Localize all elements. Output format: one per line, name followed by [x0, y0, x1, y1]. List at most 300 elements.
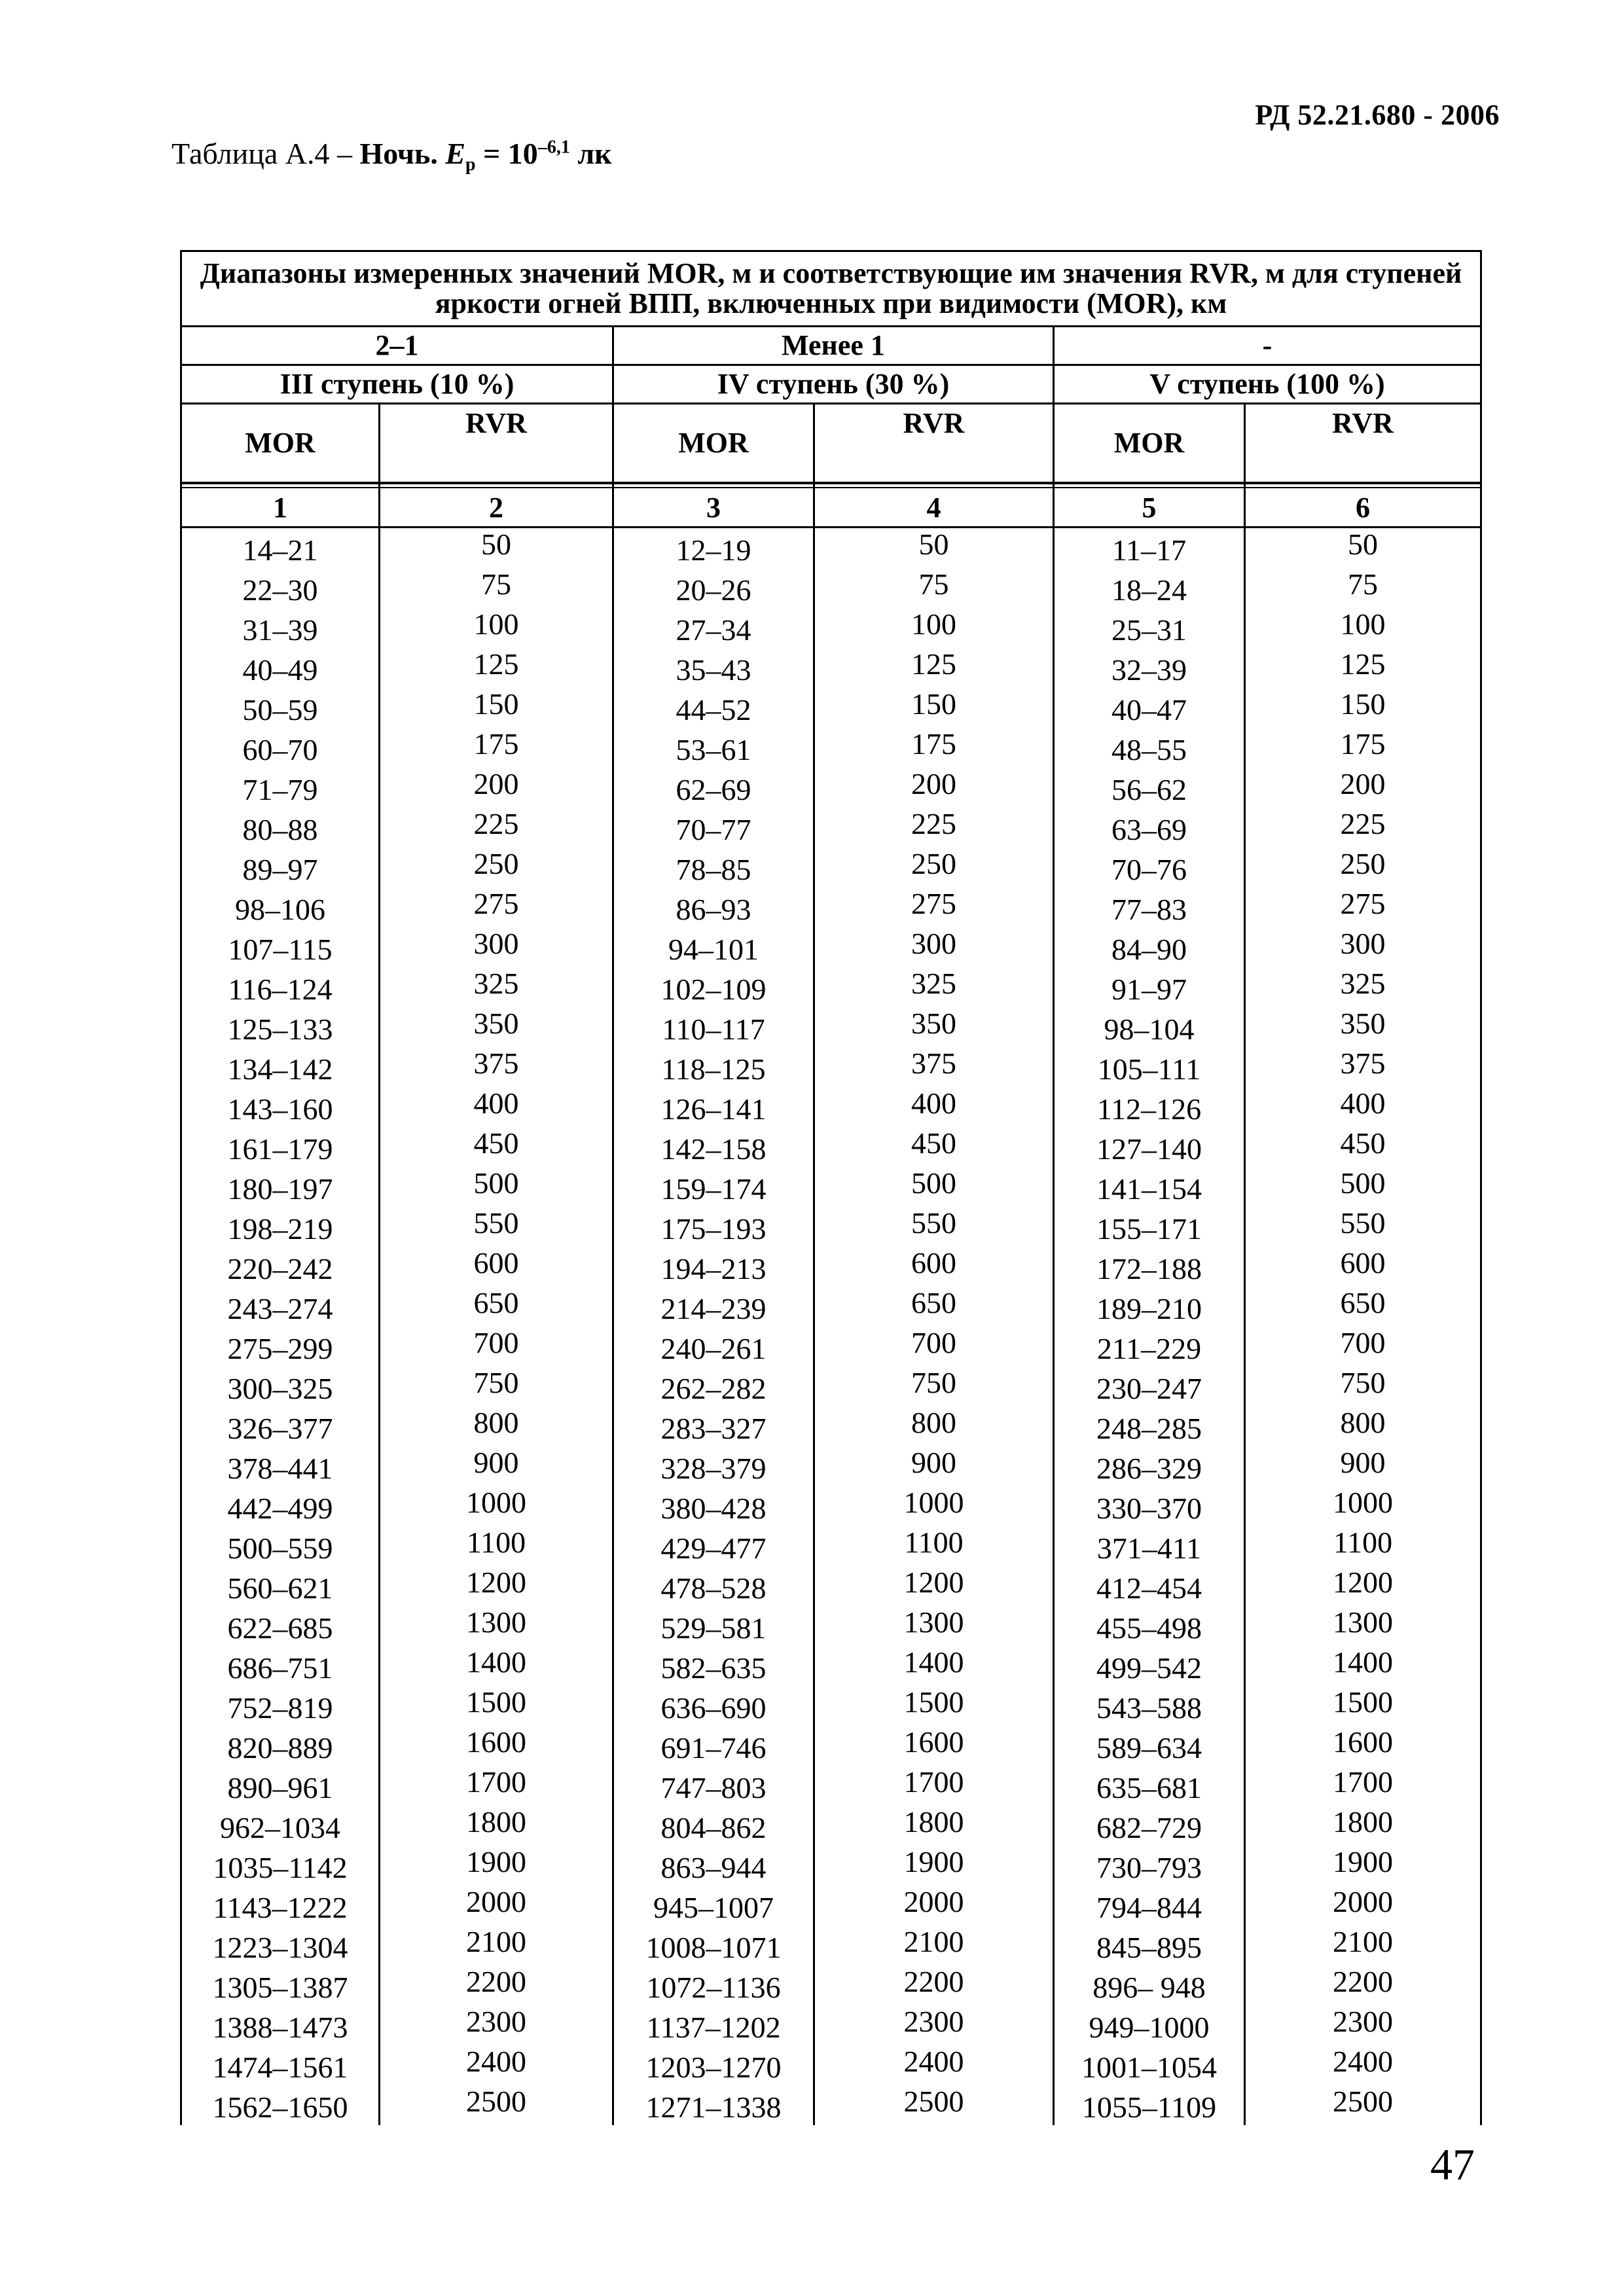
- rvr-value-cell: 1300: [380, 1606, 613, 1646]
- mor-range-cell: 53–61: [613, 728, 814, 768]
- caption-prefix: Таблица А.4 –: [171, 137, 360, 170]
- mor-range-cell: 949–1000: [1054, 2005, 1245, 2045]
- rvr-value-cell: 400: [1245, 1087, 1481, 1127]
- table-row: [181, 1047, 1481, 1087]
- table-row: [181, 1327, 1481, 1367]
- rvr-value-cell: 450: [1245, 1127, 1481, 1167]
- rvr-value-cell: 125: [380, 648, 613, 688]
- rvr-value-cell: 125: [1245, 648, 1481, 688]
- mor-range-cell: 945–1007: [613, 1886, 814, 1926]
- rvr-value-cell: 750: [380, 1367, 613, 1407]
- mor-range-cell: 845–895: [1054, 1926, 1245, 1965]
- mor-range-cell: 31–39: [181, 608, 380, 648]
- table-row: [181, 1566, 1481, 1606]
- mor-range-cell: 804–862: [613, 1806, 814, 1846]
- mor-range-cell: 412–454: [1054, 1566, 1245, 1606]
- rvr-value-cell: 300: [380, 927, 613, 967]
- mor-range-cell: 25–31: [1054, 608, 1245, 648]
- mor-range-cell: 105–111: [1054, 1047, 1245, 1087]
- mor-range-cell: 80–88: [181, 808, 380, 848]
- mor-range-cell: 529–581: [613, 1606, 814, 1646]
- rvr-value-cell: 2200: [1245, 1965, 1481, 2005]
- mor-range-cell: 89–97: [181, 848, 380, 888]
- rvr-value-cell: 2400: [380, 2045, 613, 2085]
- rvr-value-cell: 100: [1245, 608, 1481, 648]
- visibility-range-3: -: [1054, 327, 1481, 365]
- rvr-value-cell: 650: [380, 1287, 613, 1327]
- mor-range-cell: 20–26: [613, 568, 814, 608]
- rvr-value-cell: 1200: [1245, 1566, 1481, 1606]
- mor-range-cell: 118–125: [613, 1047, 814, 1087]
- col-header-rvr: RVR: [1245, 404, 1481, 484]
- mor-range-cell: 180–197: [181, 1167, 380, 1207]
- col-header-mor: MOR: [181, 404, 380, 484]
- step-label-3: III ступень (10 %): [181, 365, 613, 404]
- mor-range-cell: 752–819: [181, 1686, 380, 1726]
- rvr-value-cell: 700: [814, 1327, 1054, 1367]
- rvr-value-cell: 2100: [1245, 1926, 1481, 1965]
- mor-range-cell: 691–746: [613, 1726, 814, 1766]
- rvr-value-cell: 275: [380, 888, 613, 927]
- table-row: [181, 528, 1481, 569]
- rvr-value-cell: 2100: [380, 1926, 613, 1965]
- mor-range-cell: 682–729: [1054, 1806, 1245, 1846]
- col-number: 4: [814, 488, 1054, 528]
- mor-range-cell: 820–889: [181, 1726, 380, 1766]
- mor-range-cell: 730–793: [1054, 1846, 1245, 1886]
- rvr-value-cell: 75: [1245, 568, 1481, 608]
- mor-range-cell: 378–441: [181, 1446, 380, 1486]
- mor-range-cell: 112–126: [1054, 1087, 1245, 1127]
- rvr-value-cell: 900: [1245, 1446, 1481, 1486]
- mor-range-cell: 126–141: [613, 1087, 814, 1127]
- rvr-value-cell: 1700: [814, 1766, 1054, 1806]
- table-row: [181, 1926, 1481, 1965]
- table-row: [181, 1726, 1481, 1766]
- mor-range-cell: 62–69: [613, 768, 814, 808]
- table-row: [181, 1087, 1481, 1127]
- mor-range-cell: 1388–1473: [181, 2005, 380, 2045]
- rvr-value-cell: 175: [380, 728, 613, 768]
- table-row: [181, 2085, 1481, 2125]
- rvr-value-cell: 1000: [814, 1486, 1054, 1526]
- mor-range-cell: 143–160: [181, 1087, 380, 1127]
- mor-rvr-table: [180, 250, 1482, 2125]
- rvr-value-cell: 1300: [814, 1606, 1054, 1646]
- table-title: Диапазоны измеренных значений MOR, м и соответствующие им значения RVR, м для ступеней яркости огней ВПП, включенных при видимости (MOR), км: [181, 251, 1481, 327]
- mor-range-cell: 94–101: [613, 927, 814, 967]
- mor-range-cell: 98–104: [1054, 1007, 1245, 1047]
- mor-range-cell: 161–179: [181, 1127, 380, 1167]
- rvr-value-cell: 500: [814, 1167, 1054, 1207]
- mor-range-cell: 155–171: [1054, 1207, 1245, 1247]
- mor-range-cell: 159–174: [613, 1167, 814, 1207]
- rvr-value-cell: 750: [814, 1367, 1054, 1407]
- rvr-value-cell: 175: [814, 728, 1054, 768]
- mor-range-cell: 686–751: [181, 1646, 380, 1686]
- mor-range-cell: 172–188: [1054, 1247, 1245, 1287]
- mor-range-cell: 1072–1136: [613, 1965, 814, 2005]
- table-row: [181, 2045, 1481, 2085]
- table-row: [181, 1646, 1481, 1686]
- rvr-value-cell: 2400: [1245, 2045, 1481, 2085]
- rvr-value-cell: 800: [1245, 1407, 1481, 1446]
- rvr-value-cell: 1400: [380, 1646, 613, 1686]
- table-row: [181, 2005, 1481, 2045]
- table-row: [181, 1367, 1481, 1407]
- rvr-value-cell: 50: [380, 528, 613, 569]
- rvr-value-cell: 800: [814, 1407, 1054, 1446]
- mor-range-cell: 102–109: [613, 967, 814, 1007]
- rvr-value-cell: 1900: [814, 1846, 1054, 1886]
- rvr-value-cell: 1000: [380, 1486, 613, 1526]
- mor-range-cell: 127–140: [1054, 1127, 1245, 1167]
- rvr-value-cell: 1800: [1245, 1806, 1481, 1846]
- mor-range-cell: 286–329: [1054, 1446, 1245, 1486]
- col-number: 1: [181, 488, 380, 528]
- table-row: [181, 1167, 1481, 1207]
- table-row: [181, 688, 1481, 728]
- rvr-value-cell: 150: [1245, 688, 1481, 728]
- mor-range-cell: 134–142: [181, 1047, 380, 1087]
- rvr-value-cell: 500: [1245, 1167, 1481, 1207]
- mor-range-cell: 1143–1222: [181, 1886, 380, 1926]
- mor-range-cell: 18–24: [1054, 568, 1245, 608]
- col-header-mor: MOR: [613, 404, 814, 484]
- mor-range-cell: 429–477: [613, 1526, 814, 1566]
- mor-range-cell: 1203–1270: [613, 2045, 814, 2085]
- rvr-value-cell: 1100: [814, 1526, 1054, 1566]
- rvr-value-cell: 2500: [380, 2085, 613, 2125]
- rvr-value-cell: 2500: [814, 2085, 1054, 2125]
- mor-range-cell: 98–106: [181, 888, 380, 927]
- rvr-value-cell: 550: [814, 1207, 1054, 1247]
- rvr-value-cell: 75: [380, 568, 613, 608]
- mor-range-cell: 40–49: [181, 648, 380, 688]
- mor-range-cell: 60–70: [181, 728, 380, 768]
- rvr-value-cell: 1100: [380, 1526, 613, 1566]
- mor-range-cell: 636–690: [613, 1686, 814, 1726]
- rvr-value-cell: 75: [814, 568, 1054, 608]
- rvr-value-cell: 250: [380, 848, 613, 888]
- table-row: [181, 608, 1481, 648]
- mor-range-cell: 125–133: [181, 1007, 380, 1047]
- mor-range-cell: 1271–1338: [613, 2085, 814, 2125]
- mor-range-cell: 635–681: [1054, 1766, 1245, 1806]
- mor-range-cell: 863–944: [613, 1846, 814, 1886]
- table-row: [181, 1686, 1481, 1726]
- rvr-value-cell: 1700: [380, 1766, 613, 1806]
- rvr-value-cell: 200: [380, 768, 613, 808]
- visibility-range-2: Менее 1: [613, 327, 1054, 365]
- mor-range-cell: 243–274: [181, 1287, 380, 1327]
- rvr-value-cell: 2000: [380, 1886, 613, 1926]
- mor-range-cell: 1562–1650: [181, 2085, 380, 2125]
- rvr-value-cell: 2200: [814, 1965, 1054, 2005]
- table-row: [181, 1965, 1481, 2005]
- mor-range-cell: 371–411: [1054, 1526, 1245, 1566]
- rvr-value-cell: 1500: [814, 1686, 1054, 1726]
- table-row: [181, 848, 1481, 888]
- rvr-value-cell: 50: [1245, 528, 1481, 569]
- mor-range-cell: 328–379: [613, 1446, 814, 1486]
- rvr-value-cell: 700: [1245, 1327, 1481, 1367]
- rvr-value-cell: 450: [380, 1127, 613, 1167]
- rvr-value-cell: 225: [814, 808, 1054, 848]
- mor-range-cell: 35–43: [613, 648, 814, 688]
- table-row: [181, 888, 1481, 927]
- rvr-value-cell: 225: [380, 808, 613, 848]
- mor-range-cell: 175–193: [613, 1207, 814, 1247]
- mor-range-cell: 275–299: [181, 1327, 380, 1367]
- rvr-value-cell: 400: [814, 1087, 1054, 1127]
- mor-range-cell: 330–370: [1054, 1486, 1245, 1526]
- rvr-value-cell: 1600: [814, 1726, 1054, 1766]
- rvr-value-cell: 350: [814, 1007, 1054, 1047]
- mor-range-cell: 543–588: [1054, 1686, 1245, 1726]
- mor-range-cell: 142–158: [613, 1127, 814, 1167]
- rvr-value-cell: 400: [380, 1087, 613, 1127]
- table-row: [181, 1407, 1481, 1446]
- rvr-value-cell: 350: [380, 1007, 613, 1047]
- table-row: [181, 808, 1481, 848]
- mor-range-cell: 12–19: [613, 528, 814, 569]
- rvr-value-cell: 1800: [814, 1806, 1054, 1846]
- rvr-value-cell: 2500: [1245, 2085, 1481, 2125]
- table-row: [181, 1247, 1481, 1287]
- rvr-value-cell: 550: [1245, 1207, 1481, 1247]
- rvr-value-cell: 2000: [814, 1886, 1054, 1926]
- rvr-value-cell: 750: [1245, 1367, 1481, 1407]
- rvr-value-cell: 1900: [380, 1846, 613, 1886]
- mor-range-cell: 500–559: [181, 1526, 380, 1566]
- mor-range-cell: 11–17: [1054, 528, 1245, 569]
- mor-range-cell: 455–498: [1054, 1606, 1245, 1646]
- rvr-value-cell: 2300: [380, 2005, 613, 2045]
- mor-range-cell: 214–239: [613, 1287, 814, 1327]
- rvr-value-cell: 800: [380, 1407, 613, 1446]
- mor-range-cell: 794–844: [1054, 1886, 1245, 1926]
- table-row: [181, 1127, 1481, 1167]
- table-row: [181, 1606, 1481, 1646]
- rvr-value-cell: 325: [1245, 967, 1481, 1007]
- col-number: 6: [1245, 488, 1481, 528]
- mor-range-cell: 40–47: [1054, 688, 1245, 728]
- rvr-value-cell: 2200: [380, 1965, 613, 2005]
- col-number: 2: [380, 488, 613, 528]
- col-header-rvr: RVR: [380, 404, 613, 484]
- table-row: [181, 1806, 1481, 1846]
- mor-range-cell: 70–76: [1054, 848, 1245, 888]
- rvr-value-cell: 1600: [1245, 1726, 1481, 1766]
- rvr-value-cell: 1200: [814, 1566, 1054, 1606]
- table-row: [181, 927, 1481, 967]
- rvr-value-cell: 100: [814, 608, 1054, 648]
- rvr-value-cell: 325: [814, 967, 1054, 1007]
- rvr-value-cell: 175: [1245, 728, 1481, 768]
- mor-range-cell: 189–210: [1054, 1287, 1245, 1327]
- table-row: [181, 728, 1481, 768]
- mor-range-cell: 262–282: [613, 1367, 814, 1407]
- mor-range-cell: 896– 948: [1054, 1965, 1245, 2005]
- rvr-value-cell: 1700: [1245, 1766, 1481, 1806]
- rvr-value-cell: 450: [814, 1127, 1054, 1167]
- rvr-value-cell: 200: [814, 768, 1054, 808]
- col-number: 3: [613, 488, 814, 528]
- rvr-value-cell: 100: [380, 608, 613, 648]
- mor-range-cell: 1001–1054: [1054, 2045, 1245, 2085]
- rvr-value-cell: 125: [814, 648, 1054, 688]
- table-caption: [171, 136, 612, 175]
- rvr-value-cell: 550: [380, 1207, 613, 1247]
- mor-range-cell: 63–69: [1054, 808, 1245, 848]
- rvr-value-cell: 250: [814, 848, 1054, 888]
- mor-range-cell: 478–528: [613, 1566, 814, 1606]
- mor-range-cell: 50–59: [181, 688, 380, 728]
- mor-range-cell: 622–685: [181, 1606, 380, 1646]
- visibility-range-1: 2–1: [181, 327, 613, 365]
- rvr-value-cell: 1600: [380, 1726, 613, 1766]
- mor-range-cell: 71–79: [181, 768, 380, 808]
- mor-range-cell: 84–90: [1054, 927, 1245, 967]
- table-row: [181, 1526, 1481, 1566]
- rvr-value-cell: 900: [814, 1446, 1054, 1486]
- mor-range-cell: 198–219: [181, 1207, 380, 1247]
- mor-range-cell: 32–39: [1054, 648, 1245, 688]
- table-row: [181, 648, 1481, 688]
- rvr-value-cell: 350: [1245, 1007, 1481, 1047]
- mor-range-cell: 78–85: [613, 848, 814, 888]
- mor-range-cell: 582–635: [613, 1646, 814, 1686]
- mor-range-cell: 86–93: [613, 888, 814, 927]
- rvr-value-cell: 375: [380, 1047, 613, 1087]
- rvr-value-cell: 1900: [1245, 1846, 1481, 1886]
- table-row: [181, 967, 1481, 1007]
- rvr-value-cell: 250: [1245, 848, 1481, 888]
- rvr-value-cell: 200: [1245, 768, 1481, 808]
- step-label-4: IV ступень (30 %): [613, 365, 1054, 404]
- mor-range-cell: 890–961: [181, 1766, 380, 1806]
- rvr-value-cell: 1500: [1245, 1686, 1481, 1726]
- mor-range-cell: 48–55: [1054, 728, 1245, 768]
- rvr-value-cell: 1100: [1245, 1526, 1481, 1566]
- table-row: [181, 1207, 1481, 1247]
- rvr-value-cell: 600: [380, 1247, 613, 1287]
- rvr-value-cell: 150: [814, 688, 1054, 728]
- mor-range-cell: 248–285: [1054, 1407, 1245, 1446]
- mor-range-cell: 1474–1561: [181, 2045, 380, 2085]
- table-row: [181, 1846, 1481, 1886]
- rvr-value-cell: 500: [380, 1167, 613, 1207]
- table-row: [181, 1486, 1481, 1526]
- rvr-value-cell: 900: [380, 1446, 613, 1486]
- rvr-value-cell: 700: [380, 1327, 613, 1367]
- mor-range-cell: 44–52: [613, 688, 814, 728]
- rvr-value-cell: 2300: [814, 2005, 1054, 2045]
- mor-range-cell: 240–261: [613, 1327, 814, 1367]
- mor-range-cell: 1137–1202: [613, 2005, 814, 2045]
- mor-range-cell: 1035–1142: [181, 1846, 380, 1886]
- mor-range-cell: 1055–1109: [1054, 2085, 1245, 2125]
- mor-range-cell: 77–83: [1054, 888, 1245, 927]
- step-label-5: V ступень (100 %): [1054, 365, 1481, 404]
- rvr-value-cell: 375: [1245, 1047, 1481, 1087]
- mor-range-cell: 560–621: [181, 1566, 380, 1606]
- rvr-value-cell: 1200: [380, 1566, 613, 1606]
- mor-range-cell: 56–62: [1054, 768, 1245, 808]
- table-row: [181, 768, 1481, 808]
- mor-range-cell: 442–499: [181, 1486, 380, 1526]
- rvr-value-cell: 600: [814, 1247, 1054, 1287]
- rvr-value-cell: 275: [814, 888, 1054, 927]
- rvr-value-cell: 2400: [814, 2045, 1054, 2085]
- rvr-value-cell: 325: [380, 967, 613, 1007]
- rvr-value-cell: 1000: [1245, 1486, 1481, 1526]
- mor-range-cell: 326–377: [181, 1407, 380, 1446]
- mor-range-cell: 1008–1071: [613, 1926, 814, 1965]
- mor-range-cell: 194–213: [613, 1247, 814, 1287]
- table-row: [181, 568, 1481, 608]
- mor-range-cell: 110–117: [613, 1007, 814, 1047]
- rvr-value-cell: 1800: [380, 1806, 613, 1846]
- mor-range-cell: 589–634: [1054, 1726, 1245, 1766]
- mor-range-cell: 300–325: [181, 1367, 380, 1407]
- table-row: [181, 1007, 1481, 1047]
- mor-range-cell: 1223–1304: [181, 1926, 380, 1965]
- col-header-rvr: RVR: [814, 404, 1054, 484]
- mor-range-cell: 283–327: [613, 1407, 814, 1446]
- rvr-value-cell: 300: [1245, 927, 1481, 967]
- rvr-value-cell: 1300: [1245, 1606, 1481, 1646]
- rvr-value-cell: 2000: [1245, 1886, 1481, 1926]
- mor-range-cell: 499–542: [1054, 1646, 1245, 1686]
- mor-range-cell: 380–428: [613, 1486, 814, 1526]
- table-row: [181, 1766, 1481, 1806]
- caption-bold: Ночь. $E_р = 10^{-6,1}$ лк: [359, 137, 612, 175]
- table-row: [181, 1287, 1481, 1327]
- rvr-value-cell: 375: [814, 1047, 1054, 1087]
- rvr-value-cell: 2300: [1245, 2005, 1481, 2045]
- rvr-value-cell: 1500: [380, 1686, 613, 1726]
- mor-range-cell: 22–30: [181, 568, 380, 608]
- mor-range-cell: 962–1034: [181, 1806, 380, 1846]
- col-header-mor: MOR: [1054, 404, 1245, 484]
- page-number: 47: [1430, 2140, 1475, 2189]
- mor-range-cell: 747–803: [613, 1766, 814, 1806]
- mor-range-cell: 107–115: [181, 927, 380, 967]
- mor-range-cell: 116–124: [181, 967, 380, 1007]
- mor-range-cell: 211–229: [1054, 1327, 1245, 1367]
- rvr-value-cell: 225: [1245, 808, 1481, 848]
- mor-range-cell: 70–77: [613, 808, 814, 848]
- col-number: 5: [1054, 488, 1245, 528]
- document-code: РД 52.21.680 - 2006: [1255, 99, 1500, 131]
- rvr-value-cell: 300: [814, 927, 1054, 967]
- rvr-value-cell: 275: [1245, 888, 1481, 927]
- mor-range-cell: 230–247: [1054, 1367, 1245, 1407]
- rvr-value-cell: 150: [380, 688, 613, 728]
- rvr-value-cell: 1400: [814, 1646, 1054, 1686]
- mor-range-cell: 141–154: [1054, 1167, 1245, 1207]
- mor-range-cell: 220–242: [181, 1247, 380, 1287]
- rvr-value-cell: 600: [1245, 1247, 1481, 1287]
- mor-range-cell: 1305–1387: [181, 1965, 380, 2005]
- mor-range-cell: 27–34: [613, 608, 814, 648]
- rvr-value-cell: 2100: [814, 1926, 1054, 1965]
- rvr-value-cell: 650: [814, 1287, 1054, 1327]
- table-row: [181, 1886, 1481, 1926]
- mor-range-cell: 91–97: [1054, 967, 1245, 1007]
